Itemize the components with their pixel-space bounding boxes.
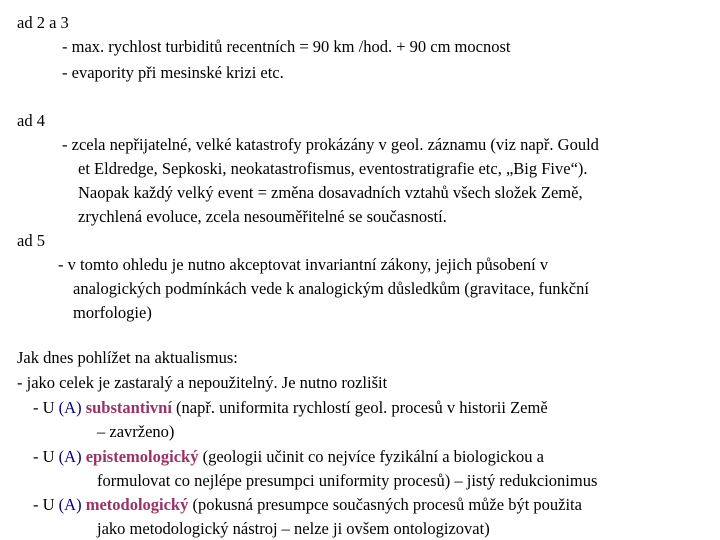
section-line: analogických podmínkách vede k analogickým důsledkům (gravitace, funkční bbox=[73, 279, 589, 298]
section-line: et Eldredge, Sepkoski, neokatastrofismus, eventostratigrafie etc, „Big Five“). bbox=[78, 159, 588, 178]
item-term: metodologický bbox=[85, 495, 189, 514]
item-continuation: jako metodologický nástroj – nelze ji ovšem ontologizovat) bbox=[97, 519, 490, 538]
item-term: epistemologický bbox=[85, 447, 199, 466]
item-rest: (např. uniformita rychlostí geol. procesů v historii Země bbox=[171, 398, 548, 417]
aktualismus-item-epistemologicky bbox=[33, 446, 544, 468]
item-abbr: (A) bbox=[58, 398, 82, 417]
section-line: morfologie) bbox=[73, 303, 152, 322]
item-prefix: - U bbox=[33, 398, 59, 417]
section-line: - max. rychlost turbiditů recentních = 90 km /hod. + 90 cm mocnost bbox=[62, 37, 511, 56]
section-line: - zcela nepřijatelné, velké katastrofy prokázány v geol. záznamu (viz např. Gould bbox=[62, 135, 599, 154]
item-abbr: (A) bbox=[58, 495, 82, 514]
section-line: - v tomto ohledu je nutno akceptovat invariantní zákony, jejich působení v bbox=[58, 255, 549, 274]
item-prefix: - U bbox=[33, 495, 59, 514]
item-rest: (geologii učinit co nejvíce fyzikální a biologickou a bbox=[198, 447, 544, 466]
aktualismus-item-metodologicky bbox=[33, 494, 582, 516]
section-line: - evapority při mesinské krizi etc. bbox=[62, 63, 284, 82]
item-continuation: – zavrženo) bbox=[97, 422, 175, 441]
item-prefix: - U bbox=[33, 447, 59, 466]
section-heading-ad-2-3: ad 2 a 3 bbox=[17, 13, 69, 32]
aktualismus-intro: - jako celek je zastaralý a nepoužitelný. Je nutno rozlišit bbox=[17, 373, 388, 392]
item-continuation: formulovat co nejlépe presumpci uniformity procesů) – jistý redukcionimus bbox=[97, 471, 598, 490]
aktualismus-item-substantivni bbox=[33, 397, 548, 419]
section-line: zrychlená evoluce, zcela nesouměřitelné se současností. bbox=[78, 207, 447, 226]
section-line: Naopak každý velký event = změna dosavadních vztahů všech složek Země, bbox=[78, 183, 583, 202]
section-heading-ad-5: ad 5 bbox=[17, 231, 45, 250]
aktualismus-question: Jak dnes pohlížet na aktualismus: bbox=[17, 348, 238, 367]
section-heading-ad-4: ad 4 bbox=[17, 111, 45, 130]
item-term: substantivní bbox=[85, 398, 172, 417]
item-abbr: (A) bbox=[58, 447, 82, 466]
item-rest: (pokusná presumpce současných procesů může být použita bbox=[188, 495, 582, 514]
